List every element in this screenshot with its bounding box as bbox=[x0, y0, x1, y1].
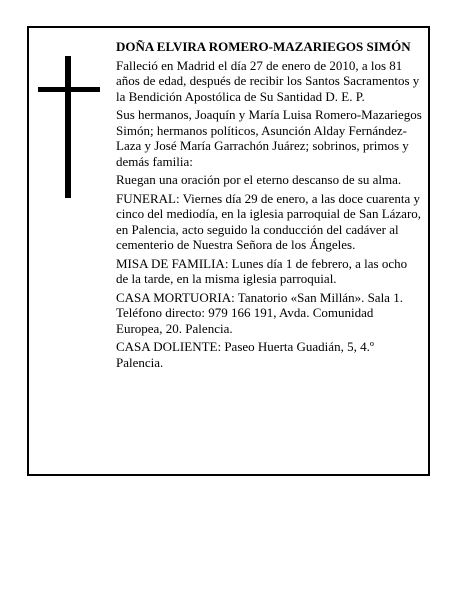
obituary-notice bbox=[27, 26, 430, 476]
family-mass-details: MISA DE FAMILIA: Lunes día 1 de febrero, a las ocho de la tarde, en la misma iglesia parroquial. bbox=[116, 255, 408, 286]
funeral-details: FUNERAL: Viernes día 29 de enero, a las doce cuarenta y cinco del mediodía, en la iglesia parroquial de San Lázaro, en Palencia, acto seguido la conducción del cadáver al cementerio de Nuestra Señora de los Ángeles. bbox=[116, 190, 422, 252]
cross-vertical-bar bbox=[65, 56, 71, 198]
mourning-home-details: CASA DOLIENTE: Paseo Huerta Guadián, 5, 4.º Palencia. bbox=[116, 339, 374, 370]
deceased-name: DOÑA ELVIRA ROMERO-MAZARIEGOS SIMÓN bbox=[116, 39, 411, 54]
latin-cross-icon bbox=[38, 56, 100, 198]
prayer-request: Ruegan una oración por el eterno descanso de su alma. bbox=[116, 172, 402, 187]
family-mourners: Sus hermanos, Joaquín y María Luisa Romero-Mazariegos Simón; hermanos políticos, Asunción Alday Fernández-Laza y José María Garrachón Juárez; sobrinos, primos y demás familia: bbox=[116, 107, 422, 169]
death-announcement: Falleció en Madrid el día 27 de enero de 2010, a los 81 años de edad, después de recibir los Santos Sacramentos y la Bendición Apostólica de Su Santidad D. E. P. bbox=[116, 57, 420, 104]
notice-text bbox=[116, 39, 422, 370]
funeral-home-details: CASA MORTUORIA: Tanatorio «San Millán». Sala 1. Teléfono directo: 979 166 191, Avda. Comunidad Europea, 20. Palencia. bbox=[116, 289, 403, 336]
cross-horizontal-bar bbox=[38, 87, 100, 92]
